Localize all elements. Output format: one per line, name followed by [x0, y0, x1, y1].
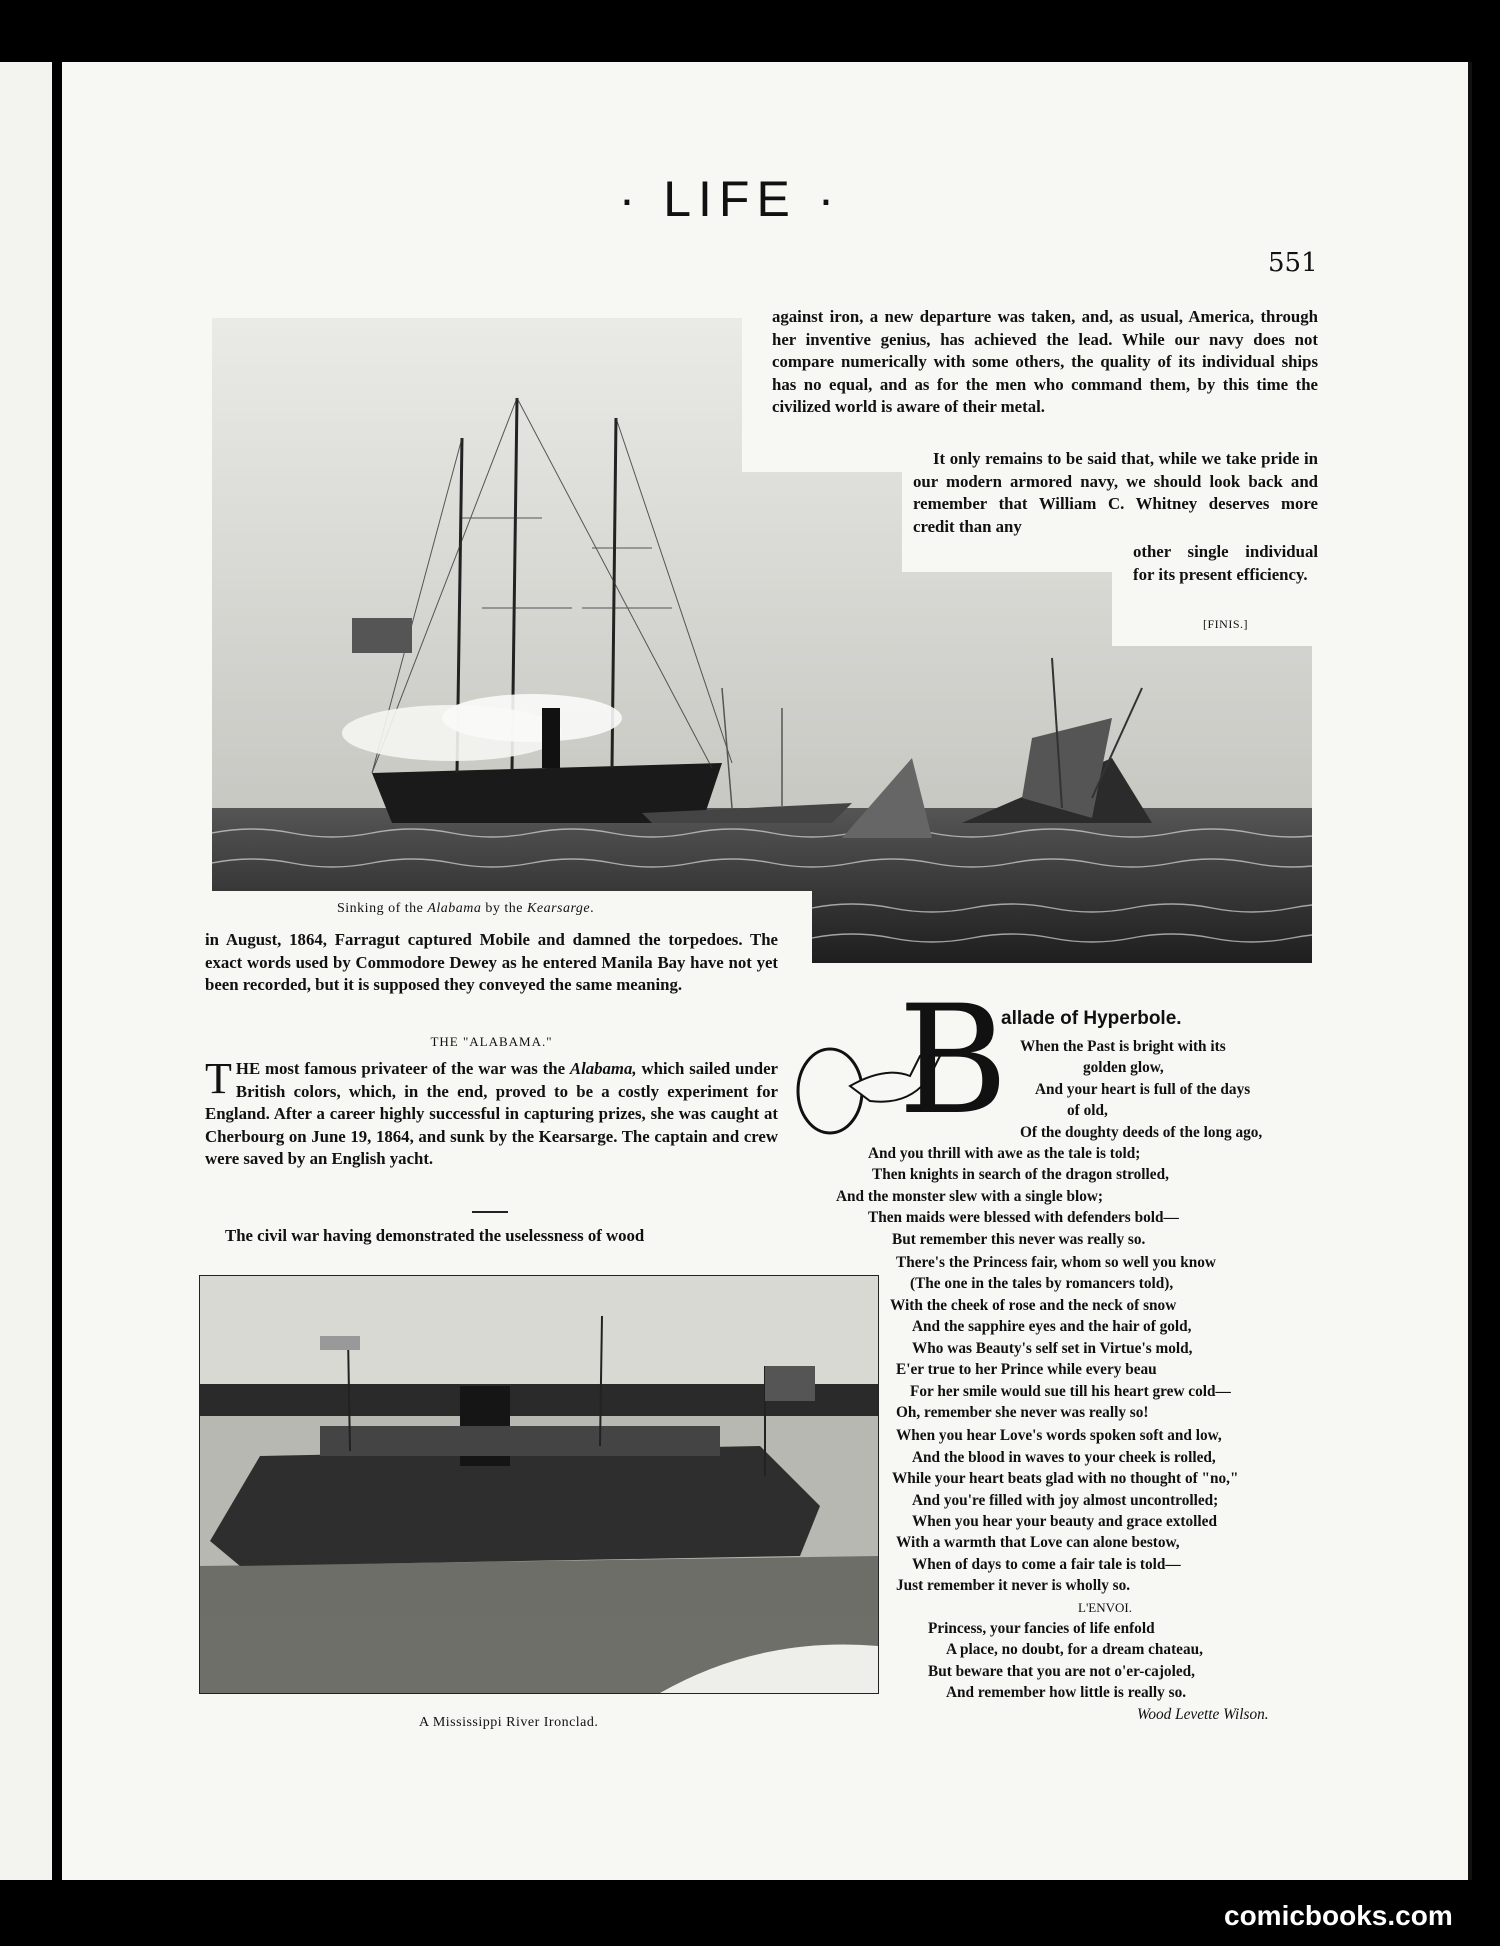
poem-line: And the monster slew with a single blow;: [836, 1187, 1104, 1205]
figure1-caption: [337, 901, 594, 917]
ballade-author: Wood Levette Wilson.: [1137, 1705, 1269, 1723]
poem-line: E'er true to her Prince while every beau: [896, 1361, 1157, 1379]
poem-line: And you're filled with joy almost uncontrolled;: [912, 1491, 1219, 1509]
poem-line: Who was Beauty's self set in Virtue's mold,: [912, 1339, 1193, 1357]
masthead-title: · LIFE ·: [618, 171, 842, 227]
left-paragraph-1: in August, 1864, Farragut captured Mobile and damned the torpedoes. The exact words used by Commodore Dewey as he entered Manila Bay have not yet been recorded, but it is supposed they conveyed the same meaning.: [205, 930, 778, 995]
poem-line: Just remember it never is wholly so.: [896, 1577, 1131, 1595]
poem-line: With the cheek of rose and the neck of snow: [890, 1296, 1177, 1314]
envoi-heading: L'ENVOI.: [1078, 1599, 1132, 1615]
poem-line: Oh, remember she never was really so!: [896, 1403, 1149, 1421]
gutter: [52, 62, 60, 1880]
ballade-initial-b: B: [898, 974, 1009, 1148]
left-paragraph-2: [205, 1054, 778, 1171]
caption-text-end: .: [590, 901, 595, 916]
poem-line: And your heart is full of the days: [1035, 1080, 1251, 1098]
caption-text-mid: by the: [481, 901, 528, 916]
illustration-mississippi-ironclad: [199, 1275, 879, 1694]
poem-line: There's the Princess fair, whom so well you know: [896, 1254, 1216, 1272]
poem-line: When you hear Love's words spoken soft and low,: [896, 1427, 1222, 1445]
top-right-paragraph-2a: It only remains to be said that, while we take pride in our modern armored navy, we should look back and remember that William C. Whitney deserves more credit than any: [913, 449, 1318, 536]
poem-line: Then knights in search of the dragon strolled,: [872, 1166, 1169, 1184]
facing-page-edge: [0, 62, 52, 1880]
ballade-title: allade of Hyperbole.: [1001, 1008, 1182, 1029]
poem-line: But remember this never was really so.: [892, 1230, 1146, 1248]
caption-text: Sinking of the: [337, 901, 428, 916]
caption-ship-kearsarge: Kearsarge: [527, 901, 591, 916]
top-right-paragraph-1: against iron, a new departure was taken, and, as usual, America, through her inventive genius, has achieved the lead. While our navy does not compare numerically with some others, the quality of its individual ships has no equal, and as for the men who command them, by this time the civilized world is aware of their metal.: [772, 307, 1318, 417]
ballade-poem: [830, 1036, 1320, 1725]
poem-line: With a warmth that Love can alone bestow,: [896, 1534, 1180, 1552]
caption-ship-alabama: Alabama: [427, 901, 482, 916]
drop-initial-t: T: [205, 1054, 232, 1103]
poem-line: And the sapphire eyes and the hair of gold,: [912, 1318, 1192, 1336]
page-right-edge: [1468, 62, 1472, 1880]
poem-line: When of days to come a fair tale is told—: [912, 1555, 1181, 1573]
poem-line: Of the doughty deeds of the long ago,: [1020, 1123, 1263, 1141]
page-number: 551: [1268, 248, 1318, 278]
watermark: comicbooks.com: [1224, 1900, 1453, 1931]
finis-mark: [FINIS.]: [1203, 617, 1248, 631]
top-right-paragraph-2b: other single individual for its present efficiency.: [1133, 542, 1318, 584]
para2-text-b: which sailed under British colors, which, in the end, proved to be a costly experiment for England. After a career highly successful in capturing prizes, she was caught at Cherbourg on June 19, 1864, and sunk by the Kearsarge. The captain and crew were saved by an English yacht.: [205, 1059, 778, 1169]
poem-line: When you hear your beauty and grace extolled: [912, 1512, 1217, 1530]
figure2-caption: A Mississippi River Ironclad.: [419, 1715, 599, 1730]
poem-line: of old,: [1067, 1102, 1108, 1120]
poem-line: While your heart beats glad with no thought of "no,": [892, 1470, 1239, 1488]
poem-line: (The one in the tales by romancers told),: [910, 1275, 1174, 1293]
poem-line: golden glow,: [1083, 1059, 1164, 1077]
poem-line: And you thrill with awe as the tale is told;: [868, 1145, 1141, 1163]
poem-line: And the blood in waves to your cheek is rolled,: [912, 1448, 1216, 1466]
envoi-line: And remember how little is really so.: [946, 1684, 1187, 1702]
envoi-line: Princess, your fancies of life enfold: [928, 1619, 1155, 1637]
poem-line: When the Past is bright with its: [1020, 1038, 1226, 1055]
para2-text: HE most famous privateer of the war was the: [235, 1059, 570, 1078]
poem-line: For her smile would sue till his heart grew cold—: [910, 1382, 1231, 1400]
left-paragraph-3: The civil war having demonstrated the uselessness of wood: [225, 1226, 645, 1245]
poem-line: Then maids were blessed with defenders bold—: [868, 1209, 1179, 1227]
para2-ship: Alabama,: [569, 1059, 637, 1078]
section-rule: [472, 1211, 508, 1213]
envoi-line: But beware that you are not o'er-cajoled,: [928, 1662, 1195, 1680]
alabama-heading: THE "ALABAMA.": [430, 1034, 553, 1049]
envoi-line: A place, no doubt, for a dream chateau,: [946, 1641, 1203, 1659]
